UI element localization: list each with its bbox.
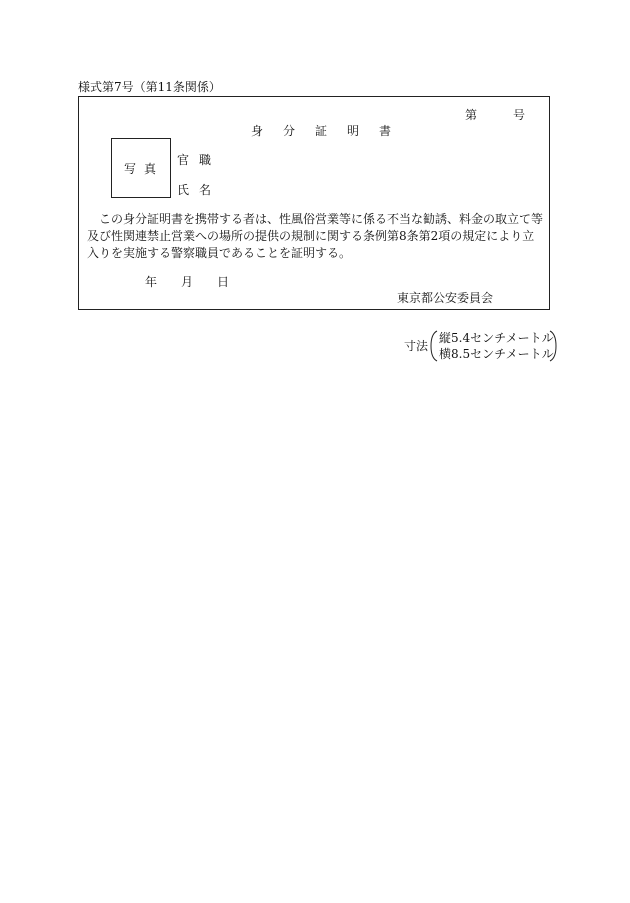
number-suffix: 号 — [513, 108, 526, 122]
number-prefix: 第 — [465, 108, 478, 122]
date-year-label: 年 — [145, 275, 158, 289]
dimension-height: 縦5.4センチメートル — [439, 331, 554, 345]
form-number-label: 様式第7号（第11条関係） — [78, 80, 221, 94]
issue-date-line — [145, 275, 229, 289]
photo-box — [111, 138, 171, 198]
certificate-number-line — [465, 108, 525, 122]
date-day-label: 日 — [217, 275, 230, 289]
dimensions-values — [439, 330, 554, 362]
photo-label: 写真 — [123, 162, 164, 176]
left-parenthesis-icon — [430, 330, 438, 362]
certificate-title: 身分証明書 — [251, 124, 412, 138]
id-certificate-frame — [78, 96, 550, 310]
dimensions-label: 寸法 — [404, 339, 429, 353]
dimensions-note — [404, 330, 556, 362]
date-month-label: 月 — [181, 275, 194, 289]
right-parenthesis-icon — [549, 330, 557, 362]
issuer-name: 東京都公安委員会 — [397, 291, 494, 305]
name-field-label: 氏名 — [177, 183, 222, 197]
position-field-label: 官職 — [177, 153, 222, 167]
dimension-width: 横8.5センチメートル — [439, 347, 554, 361]
certificate-body-text: この身分証明書を携帯する者は、性風俗営業等に係る不当な勧誘、料金の取立て等及び性関連禁止営業への場所の提供の規制に関する条例第8条第2項の規定により立入りを実施する警察職員であることを証明する。 — [87, 212, 544, 260]
